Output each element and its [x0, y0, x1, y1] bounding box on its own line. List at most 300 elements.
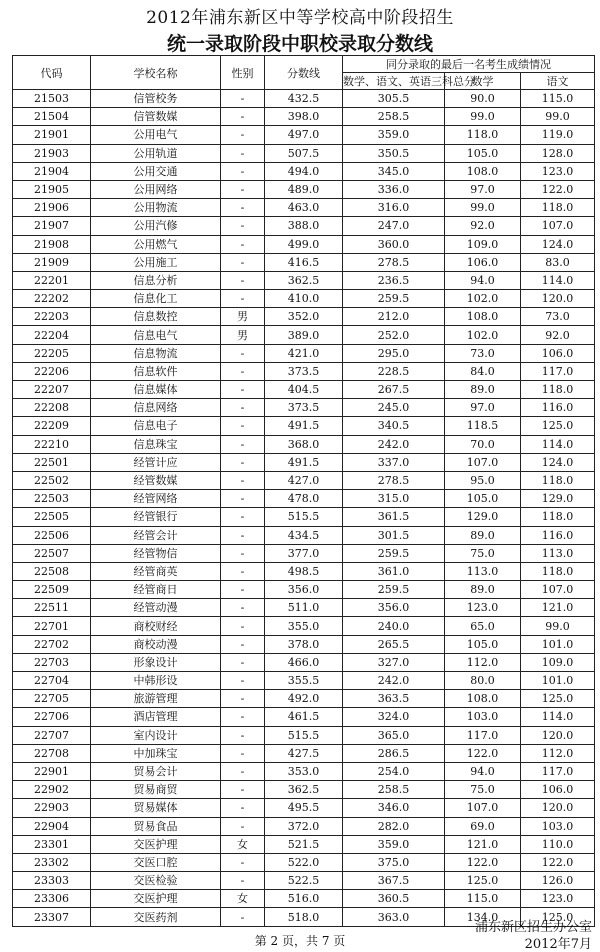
- score-line-cell: 461.5: [265, 708, 343, 726]
- total-score-cell: 361.0: [343, 562, 445, 580]
- gender-cell: -: [221, 799, 265, 817]
- score-line-cell: 518.0: [265, 908, 343, 926]
- school-name-cell: 信息分析: [91, 271, 221, 289]
- code-cell: 21503: [13, 90, 91, 108]
- math-cell: 108.0: [445, 308, 521, 326]
- chinese-cell: 114.0: [521, 435, 595, 453]
- total-score-cell: 350.5: [343, 144, 445, 162]
- gender-cell: -: [221, 508, 265, 526]
- math-cell: 97.0: [445, 180, 521, 198]
- score-line-cell: 404.5: [265, 381, 343, 399]
- code-cell: 22206: [13, 362, 91, 380]
- school-name-cell: 经管会计: [91, 526, 221, 544]
- school-name-cell: 贸易会计: [91, 762, 221, 780]
- gender-cell: -: [221, 617, 265, 635]
- code-cell: 22501: [13, 453, 91, 471]
- code-cell: 22701: [13, 617, 91, 635]
- gender-cell: -: [221, 235, 265, 253]
- gender-cell: -: [221, 290, 265, 308]
- total-score-cell: 363.0: [343, 908, 445, 926]
- table-row: [13, 853, 595, 871]
- math-cell: 65.0: [445, 617, 521, 635]
- total-score-cell: 252.0: [343, 326, 445, 344]
- total-score-cell: 258.5: [343, 781, 445, 799]
- table-row: [13, 762, 595, 780]
- school-name-cell: 经管数媒: [91, 471, 221, 489]
- table-row: [13, 653, 595, 671]
- school-name-cell: 经管计应: [91, 453, 221, 471]
- math-cell: 115.0: [445, 890, 521, 908]
- math-cell: 102.0: [445, 326, 521, 344]
- chinese-cell: 73.0: [521, 308, 595, 326]
- gender-cell: -: [221, 381, 265, 399]
- gender-cell: -: [221, 690, 265, 708]
- gender-cell: -: [221, 744, 265, 762]
- score-line-cell: 491.5: [265, 453, 343, 471]
- table-row: [13, 617, 595, 635]
- total-score-cell: 346.0: [343, 799, 445, 817]
- gender-cell: -: [221, 180, 265, 198]
- math-cell: 75.0: [445, 781, 521, 799]
- chinese-cell: 106.0: [521, 344, 595, 362]
- table-row: [13, 435, 595, 453]
- score-line-cell: 356.0: [265, 581, 343, 599]
- math-cell: 105.0: [445, 144, 521, 162]
- score-line-cell: 372.0: [265, 817, 343, 835]
- school-name-cell: 信息媒体: [91, 381, 221, 399]
- code-cell: 22202: [13, 290, 91, 308]
- gender-cell: -: [221, 635, 265, 653]
- chinese-cell: 110.0: [521, 835, 595, 853]
- total-score-cell: 315.0: [343, 490, 445, 508]
- chinese-cell: 124.0: [521, 235, 595, 253]
- chinese-cell: 114.0: [521, 271, 595, 289]
- total-score-cell: 316.0: [343, 199, 445, 217]
- gender-cell: -: [221, 199, 265, 217]
- score-line-cell: 368.0: [265, 435, 343, 453]
- page-title-line2: 统一录取阶段中职校录取分数线: [166, 33, 433, 55]
- total-score-cell: 295.0: [343, 344, 445, 362]
- math-cell: 108.0: [445, 690, 521, 708]
- math-cell: 113.0: [445, 562, 521, 580]
- gender-cell: -: [221, 872, 265, 890]
- math-cell: 99.0: [445, 108, 521, 126]
- total-score-cell: 359.0: [343, 835, 445, 853]
- code-cell: 22702: [13, 635, 91, 653]
- total-score-cell: 267.5: [343, 381, 445, 399]
- chinese-cell: 113.0: [521, 544, 595, 562]
- total-score-cell: 236.5: [343, 271, 445, 289]
- math-cell: 118.5: [445, 417, 521, 435]
- score-line-cell: 427.5: [265, 744, 343, 762]
- chinese-cell: 123.0: [521, 162, 595, 180]
- math-cell: 94.0: [445, 271, 521, 289]
- total-score-cell: 254.0: [343, 762, 445, 780]
- code-cell: 22901: [13, 762, 91, 780]
- table-row: [13, 344, 595, 362]
- total-score-cell: 361.5: [343, 508, 445, 526]
- table-row: [13, 599, 595, 617]
- code-cell: 22708: [13, 744, 91, 762]
- total-score-cell: 363.5: [343, 690, 445, 708]
- math-cell: 105.0: [445, 635, 521, 653]
- gender-cell: -: [221, 672, 265, 690]
- chinese-cell: 129.0: [521, 490, 595, 508]
- school-name-cell: 信息网络: [91, 399, 221, 417]
- table-row: [13, 308, 595, 326]
- total-score-cell: 337.0: [343, 453, 445, 471]
- table-row: [13, 162, 595, 180]
- score-line-cell: 434.5: [265, 526, 343, 544]
- math-cell: 84.0: [445, 362, 521, 380]
- code-cell: 22705: [13, 690, 91, 708]
- total-score-cell: 375.0: [343, 853, 445, 871]
- gender-cell: -: [221, 435, 265, 453]
- table-row: [13, 490, 595, 508]
- total-score-cell: 286.5: [343, 744, 445, 762]
- score-line-cell: 389.0: [265, 326, 343, 344]
- math-cell: 97.0: [445, 399, 521, 417]
- code-cell: 22201: [13, 271, 91, 289]
- score-line-cell: 355.0: [265, 617, 343, 635]
- table-row: [13, 217, 595, 235]
- total-score-cell: 367.5: [343, 872, 445, 890]
- table-row: [13, 108, 595, 126]
- gender-cell: -: [221, 271, 265, 289]
- table-row: [13, 672, 595, 690]
- score-line-cell: 522.0: [265, 853, 343, 871]
- table-row: [13, 180, 595, 198]
- table-row: [13, 744, 595, 762]
- score-line-cell: 521.5: [265, 835, 343, 853]
- code-cell: 22502: [13, 471, 91, 489]
- gender-cell: 女: [221, 835, 265, 853]
- total-score-cell: 259.5: [343, 581, 445, 599]
- table-row: [13, 690, 595, 708]
- gender-cell: -: [221, 544, 265, 562]
- math-cell: 75.0: [445, 544, 521, 562]
- math-cell: 105.0: [445, 490, 521, 508]
- score-line-cell: 373.5: [265, 362, 343, 380]
- gender-cell: -: [221, 562, 265, 580]
- chinese-cell: 125.0: [521, 417, 595, 435]
- total-score-cell: 242.0: [343, 672, 445, 690]
- score-line-cell: 507.5: [265, 144, 343, 162]
- score-line-cell: 377.0: [265, 544, 343, 562]
- table-row: [13, 235, 595, 253]
- code-cell: 23306: [13, 890, 91, 908]
- math-cell: 129.0: [445, 508, 521, 526]
- gender-cell: -: [221, 490, 265, 508]
- score-line-cell: 489.0: [265, 180, 343, 198]
- school-name-cell: 公用交通: [91, 162, 221, 180]
- school-name-cell: 信息化工: [91, 290, 221, 308]
- code-cell: 23303: [13, 872, 91, 890]
- gender-cell: -: [221, 417, 265, 435]
- table-row: [13, 781, 595, 799]
- table-row: [13, 526, 595, 544]
- column-header-name: 学校名称: [91, 56, 221, 90]
- total-score-cell: 359.0: [343, 126, 445, 144]
- score-line-cell: 373.5: [265, 399, 343, 417]
- column-header-gender: 性别: [221, 56, 265, 90]
- chinese-cell: 123.0: [521, 890, 595, 908]
- code-cell: 22508: [13, 562, 91, 580]
- school-name-cell: 贸易商贸: [91, 781, 221, 799]
- gender-cell: -: [221, 526, 265, 544]
- footer-date: 2012年7月: [524, 937, 592, 952]
- code-cell: 21904: [13, 162, 91, 180]
- chinese-cell: 101.0: [521, 635, 595, 653]
- score-line-cell: 432.5: [265, 90, 343, 108]
- math-cell: 122.0: [445, 853, 521, 871]
- table-row: [13, 471, 595, 489]
- score-line-cell: 352.0: [265, 308, 343, 326]
- column-header-code: 代码: [13, 56, 91, 90]
- gender-cell: 男: [221, 326, 265, 344]
- gender-cell: -: [221, 362, 265, 380]
- math-cell: 125.0: [445, 872, 521, 890]
- column-header-chinese: 语文: [521, 73, 595, 90]
- chinese-cell: 83.0: [521, 253, 595, 271]
- table-row: [13, 399, 595, 417]
- school-name-cell: 贸易媒体: [91, 799, 221, 817]
- chinese-cell: 103.0: [521, 817, 595, 835]
- total-score-cell: 282.0: [343, 817, 445, 835]
- school-name-cell: 中韩形设: [91, 672, 221, 690]
- school-name-cell: 公用电气: [91, 126, 221, 144]
- school-name-cell: 信息数控: [91, 308, 221, 326]
- school-name-cell: 信管数媒: [91, 108, 221, 126]
- table-row: [13, 144, 595, 162]
- score-line-cell: 515.5: [265, 508, 343, 526]
- chinese-cell: 118.0: [521, 199, 595, 217]
- school-name-cell: 交医护理: [91, 835, 221, 853]
- chinese-cell: 114.0: [521, 708, 595, 726]
- school-name-cell: 旅游管理: [91, 690, 221, 708]
- score-line-cell: 498.5: [265, 562, 343, 580]
- school-name-cell: 商校动漫: [91, 635, 221, 653]
- score-line-cell: 499.0: [265, 235, 343, 253]
- math-cell: 102.0: [445, 290, 521, 308]
- total-score-cell: 212.0: [343, 308, 445, 326]
- gender-cell: -: [221, 653, 265, 671]
- chinese-cell: 121.0: [521, 599, 595, 617]
- school-name-cell: 交医口腔: [91, 853, 221, 871]
- total-score-cell: 242.0: [343, 435, 445, 453]
- code-cell: 22209: [13, 417, 91, 435]
- math-cell: 118.0: [445, 126, 521, 144]
- gender-cell: 女: [221, 890, 265, 908]
- chinese-cell: 106.0: [521, 781, 595, 799]
- school-name-cell: 交医药剂: [91, 908, 221, 926]
- total-score-cell: 259.5: [343, 544, 445, 562]
- chinese-cell: 122.0: [521, 180, 595, 198]
- column-header-total: 数学、语文、英语三科总分: [343, 74, 475, 88]
- chinese-cell: 120.0: [521, 290, 595, 308]
- school-name-cell: 商校财经: [91, 617, 221, 635]
- gender-cell: -: [221, 344, 265, 362]
- score-line-cell: 491.5: [265, 417, 343, 435]
- school-name-cell: 公用施工: [91, 253, 221, 271]
- chinese-cell: 126.0: [521, 872, 595, 890]
- school-name-cell: 公用轨道: [91, 144, 221, 162]
- total-score-cell: 278.5: [343, 471, 445, 489]
- school-name-cell: 公用燃气: [91, 235, 221, 253]
- total-score-cell: 258.5: [343, 108, 445, 126]
- gender-cell: -: [221, 817, 265, 835]
- chinese-cell: 117.0: [521, 762, 595, 780]
- math-cell: 108.0: [445, 162, 521, 180]
- code-cell: 23301: [13, 835, 91, 853]
- score-line-cell: 522.5: [265, 872, 343, 890]
- gender-cell: 男: [221, 308, 265, 326]
- math-cell: 73.0: [445, 344, 521, 362]
- gender-cell: -: [221, 853, 265, 871]
- code-cell: 22505: [13, 508, 91, 526]
- total-score-cell: 360.5: [343, 890, 445, 908]
- score-line-cell: 421.0: [265, 344, 343, 362]
- math-cell: 95.0: [445, 471, 521, 489]
- school-name-cell: 信息物流: [91, 344, 221, 362]
- table-row: [13, 708, 595, 726]
- table-row: [13, 126, 595, 144]
- table-row: [13, 544, 595, 562]
- score-line-cell: 494.0: [265, 162, 343, 180]
- total-score-cell: 360.0: [343, 235, 445, 253]
- chinese-cell: 99.0: [521, 617, 595, 635]
- math-cell: 112.0: [445, 653, 521, 671]
- chinese-cell: 118.0: [521, 508, 595, 526]
- table-row: [13, 581, 595, 599]
- gender-cell: -: [221, 708, 265, 726]
- school-name-cell: 经管动漫: [91, 599, 221, 617]
- chinese-cell: 116.0: [521, 526, 595, 544]
- school-name-cell: 贸易食品: [91, 817, 221, 835]
- school-name-cell: 经管商英: [91, 562, 221, 580]
- code-cell: 21909: [13, 253, 91, 271]
- chinese-cell: 92.0: [521, 326, 595, 344]
- total-score-cell: 356.0: [343, 599, 445, 617]
- chinese-cell: 124.0: [521, 453, 595, 471]
- code-cell: 23307: [13, 908, 91, 926]
- total-score-cell: 340.5: [343, 417, 445, 435]
- gender-cell: -: [221, 399, 265, 417]
- chinese-cell: 118.0: [521, 471, 595, 489]
- table-row: [13, 90, 595, 108]
- gender-cell: -: [221, 90, 265, 108]
- total-score-cell: 324.0: [343, 708, 445, 726]
- chinese-cell: 107.0: [521, 581, 595, 599]
- total-score-cell: 278.5: [343, 253, 445, 271]
- school-name-cell: 经管商日: [91, 581, 221, 599]
- score-line-cell: 410.0: [265, 290, 343, 308]
- total-score-cell: 301.5: [343, 526, 445, 544]
- math-cell: 69.0: [445, 817, 521, 835]
- chinese-cell: 101.0: [521, 672, 595, 690]
- gender-cell: -: [221, 581, 265, 599]
- school-name-cell: 信管校务: [91, 90, 221, 108]
- chinese-cell: 125.0: [521, 908, 595, 926]
- code-cell: 22903: [13, 799, 91, 817]
- table-row: [13, 326, 595, 344]
- code-cell: 21504: [13, 108, 91, 126]
- table-row: [13, 453, 595, 471]
- math-cell: 134.0: [445, 908, 521, 926]
- code-cell: 21905: [13, 180, 91, 198]
- total-score-cell: 265.5: [343, 635, 445, 653]
- score-line-cell: 497.0: [265, 126, 343, 144]
- chinese-cell: 119.0: [521, 126, 595, 144]
- gender-cell: -: [221, 144, 265, 162]
- chinese-cell: 107.0: [521, 217, 595, 235]
- math-cell: 117.0: [445, 726, 521, 744]
- school-name-cell: 信息软件: [91, 362, 221, 380]
- math-cell: 103.0: [445, 708, 521, 726]
- total-score-cell: 305.5: [343, 90, 445, 108]
- score-line-cell: 511.0: [265, 599, 343, 617]
- math-cell: 107.0: [445, 799, 521, 817]
- code-cell: 22703: [13, 653, 91, 671]
- school-name-cell: 酒店管理: [91, 708, 221, 726]
- gender-cell: -: [221, 762, 265, 780]
- table-row: [13, 835, 595, 853]
- page-title-line1: 2012年浦东新区中等学校高中阶段招生: [146, 8, 454, 28]
- score-line-cell: 398.0: [265, 108, 343, 126]
- score-line-cell: 362.5: [265, 781, 343, 799]
- math-cell: 107.0: [445, 453, 521, 471]
- gender-cell: -: [221, 126, 265, 144]
- code-cell: 22511: [13, 599, 91, 617]
- math-cell: 89.0: [445, 381, 521, 399]
- score-line-cell: 478.0: [265, 490, 343, 508]
- page-number: 第 2 页，共 7 页: [254, 934, 346, 948]
- table-row: [13, 199, 595, 217]
- gender-cell: -: [221, 908, 265, 926]
- code-cell: 21906: [13, 199, 91, 217]
- table-row: [13, 562, 595, 580]
- chinese-cell: 109.0: [521, 653, 595, 671]
- footer-office: 浦东新区招生办公室: [474, 920, 592, 935]
- gender-cell: -: [221, 726, 265, 744]
- score-line-cell: 492.0: [265, 690, 343, 708]
- code-cell: 22509: [13, 581, 91, 599]
- chinese-cell: 116.0: [521, 399, 595, 417]
- school-name-cell: 交医护理: [91, 890, 221, 908]
- column-header-score-line: 分数线: [265, 56, 343, 90]
- chinese-cell: 122.0: [521, 853, 595, 871]
- chinese-cell: 117.0: [521, 362, 595, 380]
- table-row: [13, 508, 595, 526]
- code-cell: 22208: [13, 399, 91, 417]
- math-cell: 94.0: [445, 762, 521, 780]
- gender-cell: -: [221, 162, 265, 180]
- total-score-cell: 240.0: [343, 617, 445, 635]
- code-cell: 22207: [13, 381, 91, 399]
- math-cell: 89.0: [445, 526, 521, 544]
- school-name-cell: 信息珠宝: [91, 435, 221, 453]
- math-cell: 80.0: [445, 672, 521, 690]
- math-cell: 90.0: [445, 90, 521, 108]
- chinese-cell: 112.0: [521, 744, 595, 762]
- school-name-cell: 形象设计: [91, 653, 221, 671]
- code-cell: 21908: [13, 235, 91, 253]
- table-row: [13, 817, 595, 835]
- chinese-cell: 115.0: [521, 90, 595, 108]
- math-cell: 121.0: [445, 835, 521, 853]
- score-line-cell: 466.0: [265, 653, 343, 671]
- math-cell: 123.0: [445, 599, 521, 617]
